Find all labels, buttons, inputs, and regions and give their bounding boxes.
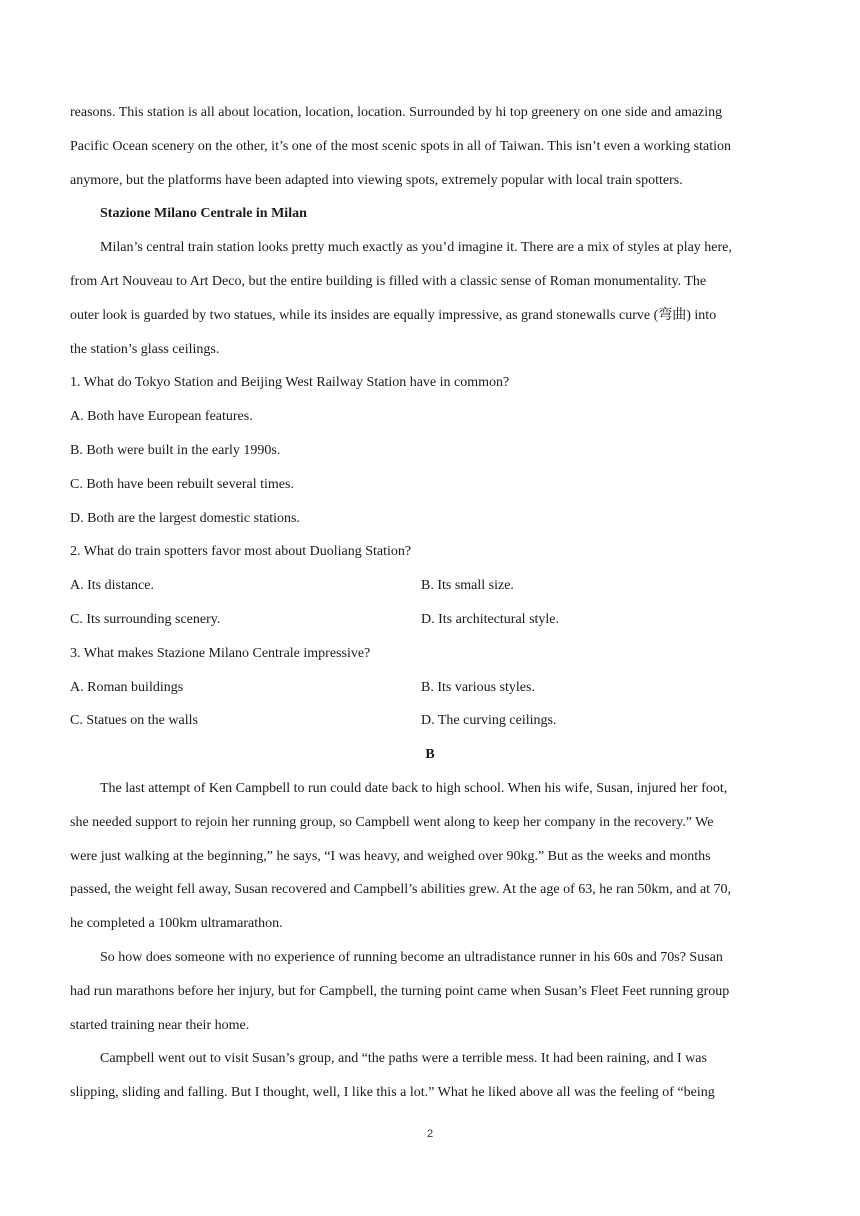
option-row	[70, 569, 790, 603]
paragraph-line: she needed support to rejoin her running group, so Campbell went along to keep her company in the recovery.” We	[70, 814, 714, 830]
question-2	[70, 535, 790, 636]
paragraph-line: he completed a 100km ultramarathon.	[70, 916, 283, 932]
option-row	[70, 603, 790, 637]
paragraph-line: had run marathons before her injury, but for Campbell, the turning point came when Susan’s Fleet Feet running group	[70, 983, 730, 999]
paragraph-line: passed, the weight fell away, Susan recovered and Campbell’s abilities grew. At the age of 63, he ran 50km, and at 70,	[70, 882, 732, 898]
answer-option: D. The curving ceilings.	[421, 713, 557, 729]
answer-option: A. Roman buildings	[70, 679, 184, 695]
answer-option: D. Both are the largest domestic stations.	[70, 510, 300, 526]
answer-option: C. Its surrounding scenery.	[70, 611, 221, 627]
paragraph-line: started training near their home.	[70, 1017, 250, 1033]
paragraph-line: outer look is guarded by two statues, while its insides are equally impressive, as grand stonewalls curve (弯曲) into	[70, 307, 717, 323]
answer-option: A. Its distance.	[70, 578, 154, 594]
paragraph	[70, 1042, 790, 1110]
paragraph-line: reasons. This station is all about location, location, location. Surrounded by hi top greenery on one side and amazing	[70, 105, 723, 120]
paragraph-line: were just walking at the beginning,” he says, “I was heavy, and weighed over 90kg.” But as the weeks and months	[70, 848, 711, 864]
section-b	[70, 738, 790, 1110]
question-1	[70, 366, 790, 535]
page-number: 2	[426, 1128, 434, 1140]
answer-option: B. Its small size.	[421, 578, 514, 594]
option-row	[70, 704, 790, 738]
paragraph-line: the station’s glass ceilings.	[70, 341, 220, 357]
answer-option: C. Statues on the walls	[70, 713, 198, 729]
paragraph-line: Milan’s central train station looks pretty much exactly as you’d imagine it. There are a mix of styles at play here,	[100, 240, 732, 256]
paragraph-line: anymore, but the platforms have been adapted into viewing spots, extremely popular with local train spotters.	[70, 172, 683, 188]
milan-section	[70, 197, 790, 366]
answer-option: C. Both have been rebuilt several times.	[70, 476, 294, 492]
section-label: B	[425, 747, 435, 763]
paragraph-line: Pacific Ocean scenery on the other, it’s one of the most scenic spots in all of Taiwan. This isn’t even a working station	[70, 138, 731, 154]
paragraph-line: So how does someone with no experience of running become an ultradistance runner in his 60s and 70s? Susan	[100, 949, 723, 965]
question-stem: 3. What makes Stazione Milano Centrale impressive?	[70, 645, 371, 661]
page-content	[70, 96, 790, 1110]
question-stem: 2. What do train spotters favor most about Duoliang Station?	[70, 544, 412, 560]
section-heading: Stazione Milano Centrale in Milan	[100, 206, 307, 222]
paragraph-line: slipping, sliding and falling. But I thought, well, I like this a lot.” What he liked above all was the feeling of “being	[70, 1085, 715, 1101]
answer-option: B. Its various styles.	[421, 679, 535, 695]
passage-a-tail	[70, 96, 790, 197]
answer-option: A. Both have European features.	[70, 409, 253, 425]
answer-option: D. Its architectural style.	[421, 611, 560, 627]
question-3	[70, 637, 790, 738]
paragraph-line: Campbell went out to visit Susan’s group, and “the paths were a terrible mess. It had been raining, and I was	[100, 1051, 707, 1067]
option-row	[70, 671, 790, 705]
answer-option: B. Both were built in the early 1990s.	[70, 442, 281, 458]
paragraph	[70, 941, 790, 1042]
question-stem: 1. What do Tokyo Station and Beijing West Railway Station have in common?	[70, 375, 510, 391]
paragraph-line: from Art Nouveau to Art Deco, but the entire building is filled with a classic sense of Roman monumentality. The	[70, 273, 707, 289]
paragraph	[70, 772, 790, 941]
paragraph-line: The last attempt of Ken Campbell to run could date back to high school. When his wife, Susan, injured her foot,	[100, 780, 728, 796]
